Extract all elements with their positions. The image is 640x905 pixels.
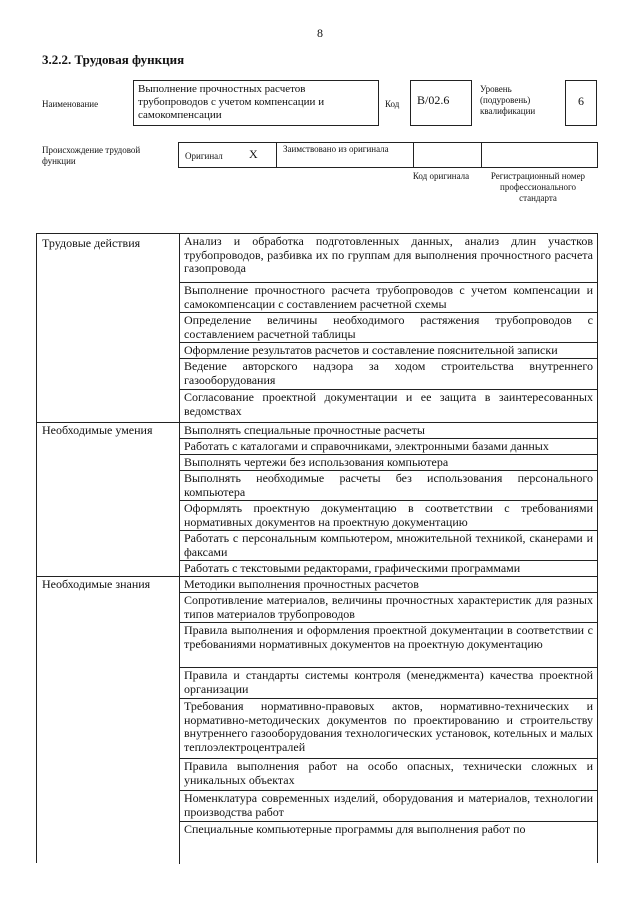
code-value: B/02.6 (417, 93, 450, 107)
code-original-caption: Код оригинала (412, 171, 470, 181)
section-label: Необходимые умения (42, 423, 153, 437)
requirements-table (36, 233, 598, 863)
list-item: Правила и стандарты системы контроля (менеджмента) качества проектной организации (180, 667, 597, 698)
divider (481, 143, 482, 167)
section-skills (37, 422, 179, 576)
origin-label: Происхождение трудовой функции (42, 145, 141, 166)
list-item: Специальные компьютерные программы для выполнения работ по (180, 821, 597, 864)
list-item: Методики выполнения прочностных расчетов (180, 576, 597, 592)
level-label: Уровень (подуровень) квалификации (480, 84, 536, 116)
list-item: Оформление результатов расчетов и составление пояснительной записки (180, 342, 597, 358)
borrowed-label: Заимствовано из оригинала (283, 144, 389, 154)
section-label: Необходимые знания (42, 577, 151, 591)
list-item: Определение величины необходимого растяжения трубопроводов с составлением расчетной таблицы (180, 312, 597, 342)
list-item: Работать с текстовыми редакторами, графическими программами (180, 560, 597, 576)
section-title: 3.2.2. Трудовая функция (42, 52, 185, 67)
list-item: Оформлять проектную документацию в соответствии с требованиями нормативных документов на проектную документацию (180, 500, 597, 530)
list-item: Работать с каталогами и справочниками, электронными базами данных (180, 438, 597, 454)
original-label: Оригинал (185, 151, 223, 161)
section-label: Трудовые действия (42, 236, 141, 250)
list-item: Работать с персональным компьютером, множительной техникой, сканерами и факсами (180, 530, 597, 560)
page-number: 8 (317, 26, 323, 40)
divider (276, 143, 277, 167)
original-mark: X (249, 147, 258, 161)
list-item: Правила выполнения и оформления проектной документации в соответствии с требованиями нормативных документов на проектную документацию (180, 622, 597, 667)
origin-table (178, 142, 598, 168)
function-name-box (133, 80, 379, 126)
section-labor-actions (37, 234, 179, 422)
code-box (410, 80, 472, 126)
name-label: Наименование (42, 99, 99, 109)
list-item: Выполнение прочностного расчета трубопроводов с учетом компенсации и самокомпенсации с составлением расчетной схемы (180, 282, 597, 312)
section-knowledge (37, 576, 179, 864)
level-box (565, 80, 597, 126)
list-item: Согласование проектной документации и ее защита в заинтересованных ведомствах (180, 389, 597, 422)
list-item: Ведение авторского надзора за ходом строительства внутреннего газооборудования (180, 358, 597, 389)
code-label: Код (385, 99, 400, 109)
list-item: Сопротивление материалов, величины прочностных характеристик для разных типов материалов трубопроводов (180, 592, 597, 622)
list-item: Выполнять необходимые расчеты без использования персонального компьютера (180, 470, 597, 500)
level-value: 6 (578, 94, 584, 108)
divider (413, 143, 414, 167)
reg-number-caption: Регистрационный номер профессионального стандарта (490, 171, 586, 203)
list-item: Анализ и обработка подготовленных данных, анализ длин участков трубопроводов, разбивка их по группам для выполнения прочностного расчета газопровода (184, 234, 593, 275)
content-column (180, 234, 597, 864)
list-item: Номенклатура современных изделий, оборудования и материалов, технологии производства работ (180, 790, 597, 821)
list-item: Правила выполнения работ на особо опасных, технически сложных и уникальных объектах (180, 758, 597, 790)
list-item: Выполнять специальные прочностные расчеты (180, 422, 597, 438)
list-item: Требования нормативно-правовых актов, нормативно-технических и нормативно-методических документов по проектированию и строительству внутреннего газооборудования технологических установок, котельных и малых теплоэлектроцентралей (180, 698, 597, 758)
list-item: Выполнять чертежи без использования компьютера (180, 454, 597, 470)
function-name-value: Выполнение прочностных расчетов трубопроводов с учетом компенсации и самокомпенсации (138, 83, 325, 121)
